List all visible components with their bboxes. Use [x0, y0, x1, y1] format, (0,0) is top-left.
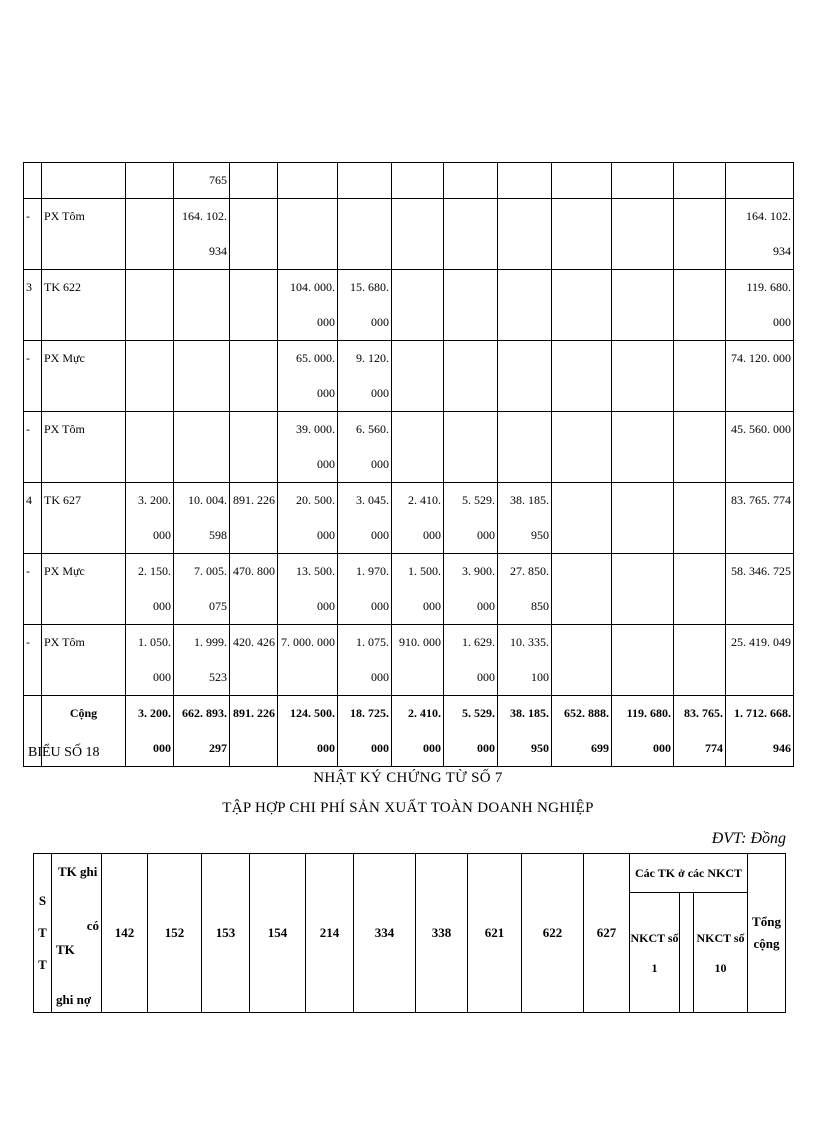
table-cell: 5. 529. 000	[444, 483, 498, 554]
table-cell: 13. 500. 000	[278, 554, 338, 625]
table-cell: 104. 000. 000	[278, 270, 338, 341]
total-cell: 662. 893. 297	[174, 696, 230, 767]
table-cell: 15. 680. 000	[338, 270, 392, 341]
total-cell: 83. 765. 774	[674, 696, 726, 767]
col-214: 214	[306, 854, 354, 1013]
table-cell: 470. 800	[230, 554, 278, 625]
form-caption: BIỂU SỐ 18	[28, 745, 100, 760]
table-cell	[674, 163, 726, 199]
table-cell: 2. 150. 000	[126, 554, 174, 625]
total-cell: 124. 500. 000	[278, 696, 338, 767]
table-cell: 9. 120. 000	[338, 341, 392, 412]
table-cell	[674, 554, 726, 625]
total-cell: 18. 725. 000	[338, 696, 392, 767]
row-index	[24, 163, 42, 199]
col-152: 152	[148, 854, 202, 1013]
table-cell	[338, 199, 392, 270]
table-cell: 10. 004. 598	[174, 483, 230, 554]
table-row	[24, 554, 794, 625]
table-cell	[612, 483, 674, 554]
table-cell: 910. 000	[392, 625, 444, 696]
table-row	[24, 270, 794, 341]
table-cell	[392, 412, 444, 483]
table-cell: 164. 102. 934	[726, 199, 794, 270]
table-cell: 765	[174, 163, 230, 199]
table-cell	[444, 163, 498, 199]
table-cell	[392, 341, 444, 412]
col-153: 153	[202, 854, 250, 1013]
table-cell	[392, 270, 444, 341]
table-cell: 3. 900. 000	[444, 554, 498, 625]
table-cell: 25. 419. 049	[726, 625, 794, 696]
row-index: -	[24, 625, 42, 696]
row-index: 4	[24, 483, 42, 554]
table-cell	[444, 199, 498, 270]
table-cell	[444, 270, 498, 341]
table-cell	[498, 341, 552, 412]
table-cell: 74. 120. 000	[726, 341, 794, 412]
table-cell	[174, 341, 230, 412]
table-cell	[612, 270, 674, 341]
total-cell: 891. 226	[230, 696, 278, 767]
table-cell	[674, 270, 726, 341]
table-cell	[278, 199, 338, 270]
total-cell: 2. 410. 000	[392, 696, 444, 767]
table-row	[24, 163, 794, 199]
account-header: TK ghi có TK ghi nợ	[52, 854, 102, 1013]
row-account: PX Tôm	[42, 625, 126, 696]
table-row	[24, 199, 794, 270]
nkct-10-header: NKCT số 10	[694, 893, 748, 1013]
table-cell	[674, 199, 726, 270]
table-cell	[674, 412, 726, 483]
table-cell	[174, 412, 230, 483]
table-cell: 7. 005. 075	[174, 554, 230, 625]
table-row	[24, 483, 794, 554]
table-cell	[126, 412, 174, 483]
table-cell: 164. 102. 934	[174, 199, 230, 270]
table-cell: 45. 560. 000	[726, 412, 794, 483]
total-row	[24, 696, 794, 767]
table-cell	[552, 199, 612, 270]
table-cell: 1. 629. 000	[444, 625, 498, 696]
table-row	[24, 412, 794, 483]
nkct-1-header: NKCT số 1	[630, 893, 680, 1013]
table-cell	[498, 199, 552, 270]
table-cell: 38. 185. 950	[498, 483, 552, 554]
row-index: -	[24, 554, 42, 625]
table-cell: 20. 500. 000	[278, 483, 338, 554]
table-cell	[552, 270, 612, 341]
table-cell	[230, 341, 278, 412]
table-cell	[552, 412, 612, 483]
table-cell	[498, 163, 552, 199]
row-account	[42, 163, 126, 199]
table-cell	[230, 199, 278, 270]
nkct-spacer	[680, 893, 694, 1013]
row-account: PX Tôm	[42, 199, 126, 270]
table-cell	[612, 199, 674, 270]
table-cell: 1. 500. 000	[392, 554, 444, 625]
table-cell	[392, 163, 444, 199]
table-cell	[498, 270, 552, 341]
table-cell	[230, 270, 278, 341]
table-cell	[444, 412, 498, 483]
journal-subtitle: TẬP HỢP CHI PHÍ SẢN XUẤT TOÀN DOANH NGHIỆP	[222, 800, 594, 816]
table-cell	[498, 412, 552, 483]
row-index: -	[24, 199, 42, 270]
table-cell: 3. 045. 000	[338, 483, 392, 554]
table-cell: 1. 075. 000	[338, 625, 392, 696]
table-cell	[552, 554, 612, 625]
table-cell	[552, 341, 612, 412]
total-cell: 652. 888. 699	[552, 696, 612, 767]
journal-title: NHẬT KÝ CHỨNG TỪ SỐ 7	[313, 770, 503, 786]
col-154: 154	[250, 854, 306, 1013]
table-cell	[612, 412, 674, 483]
table-cell	[674, 341, 726, 412]
total-cell: 38. 185. 950	[498, 696, 552, 767]
table-cell	[726, 163, 794, 199]
table-cell: 10. 335. 100	[498, 625, 552, 696]
table-cell	[126, 163, 174, 199]
row-account: PX Tôm	[42, 412, 126, 483]
stt-header: S T T	[34, 854, 52, 1013]
total-cell: 3. 200. 000	[126, 696, 174, 767]
table-cell	[612, 341, 674, 412]
table-cell: 3. 200. 000	[126, 483, 174, 554]
table-cell	[612, 554, 674, 625]
table-cell: 1. 999. 523	[174, 625, 230, 696]
row-account: TK 627	[42, 483, 126, 554]
total-header: Tổng cộng	[748, 854, 786, 1013]
table-cell	[230, 412, 278, 483]
col-142: 142	[102, 854, 148, 1013]
total-label: Cộng	[42, 696, 126, 767]
table-cell	[444, 341, 498, 412]
table-cell: 1. 970. 000	[338, 554, 392, 625]
table-cell	[174, 270, 230, 341]
other-journals-header: Các TK ở các NKCT	[630, 854, 748, 893]
table-cell: 65. 000. 000	[278, 341, 338, 412]
table-cell	[552, 163, 612, 199]
unit-label: ĐVT: Đồng	[711, 830, 786, 847]
journal-header-table	[33, 853, 786, 1013]
total-cell: 5. 529. 000	[444, 696, 498, 767]
total-cell: 1. 712. 668. 946	[726, 696, 794, 767]
col-621: 621	[468, 854, 522, 1013]
table-cell: 58. 346. 725	[726, 554, 794, 625]
table-cell: 39. 000. 000	[278, 412, 338, 483]
row-account: PX Mực	[42, 341, 126, 412]
table-cell	[612, 163, 674, 199]
table-cell: 1. 050. 000	[126, 625, 174, 696]
table-cell: 420. 426	[230, 625, 278, 696]
table-row	[24, 341, 794, 412]
table-cell	[278, 163, 338, 199]
table-cell: 2. 410. 000	[392, 483, 444, 554]
table-cell	[612, 625, 674, 696]
row-account: PX Mực	[42, 554, 126, 625]
total-cell: 119. 680. 000	[612, 696, 674, 767]
table-cell: 7. 000. 000	[278, 625, 338, 696]
col-622: 622	[522, 854, 584, 1013]
table-cell: 27. 850. 850	[498, 554, 552, 625]
table-cell: 119. 680. 000	[726, 270, 794, 341]
row-index: -	[24, 341, 42, 412]
row-account: TK 622	[42, 270, 126, 341]
table-cell: 6. 560. 000	[338, 412, 392, 483]
row-index: -	[24, 412, 42, 483]
col-627: 627	[584, 854, 630, 1013]
table-cell	[230, 163, 278, 199]
table-cell	[552, 483, 612, 554]
table-cell	[126, 341, 174, 412]
table-cell	[674, 625, 726, 696]
table-cell: 83. 765. 774	[726, 483, 794, 554]
continuation-table	[23, 162, 794, 767]
col-338: 338	[416, 854, 468, 1013]
table-cell	[338, 163, 392, 199]
table-cell	[392, 199, 444, 270]
table-cell	[674, 483, 726, 554]
row-index: 3	[24, 270, 42, 341]
table-cell: 891. 226	[230, 483, 278, 554]
table-cell	[126, 199, 174, 270]
table-cell	[126, 270, 174, 341]
table-cell	[552, 625, 612, 696]
col-334: 334	[354, 854, 416, 1013]
table-row	[24, 625, 794, 696]
